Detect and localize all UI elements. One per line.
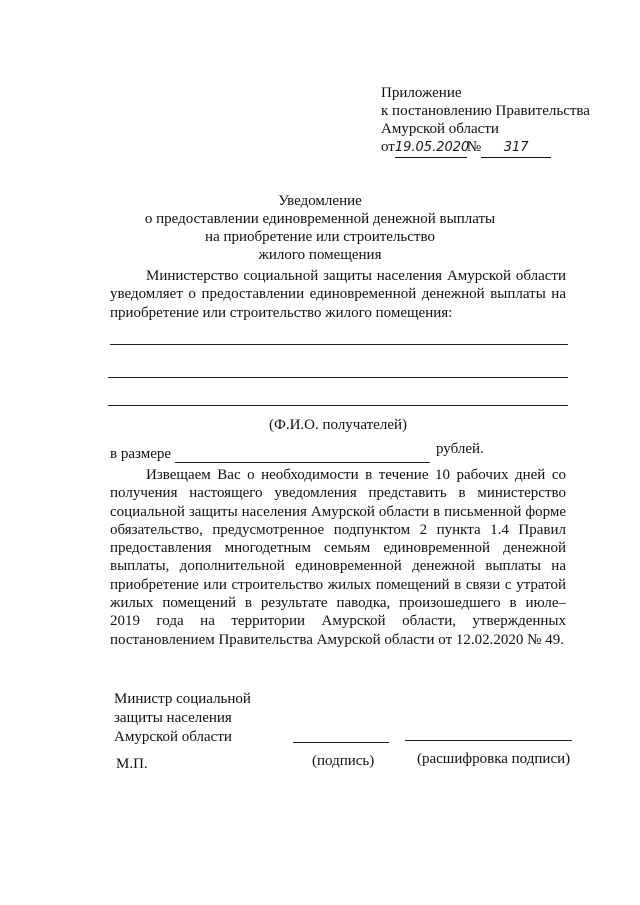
title-line-1: Уведомление — [278, 193, 362, 209]
signatory-line-1: Министр социальной — [114, 691, 251, 707]
stamp-place-label: М.П. — [116, 756, 148, 772]
recipients-blank-line-2 — [108, 377, 568, 378]
notice-line: обязательство, предусмотренное подпунктом 2 пункта 1.4 Правил — [110, 521, 566, 538]
notice-line: получения настоящего уведомления представить в министерство — [110, 485, 566, 502]
notice-line: предоставления многодетным семьям единовременной денежной — [110, 540, 566, 557]
notice-line: социальной защиты населения Амурской области в письменной форме — [110, 503, 566, 520]
notice-line: Извещаем Вас о необходимости в течение 10 рабочих дней со — [146, 467, 566, 483]
signature-decode-blank-line — [405, 740, 572, 741]
notice-line: жилых помещений в результате паводка, произошедшего в июле– — [110, 595, 566, 612]
recipients-caption: (Ф.И.О. получателей) — [268, 417, 408, 433]
title-line-3: на приобретение или строительство — [205, 229, 435, 245]
date-prefix: от — [381, 139, 395, 155]
signature-caption: (подпись) — [312, 753, 375, 769]
appendix-label: Приложение — [381, 85, 462, 101]
title-line-2: о предоставлении единовременной денежной выплаты — [144, 211, 496, 227]
appendix-header — [381, 84, 590, 156]
notice-line: постановлением Правительства Амурской области от 12.02.2020 № 49. — [110, 631, 564, 648]
signatory-line-3: Амурской области — [114, 729, 232, 745]
signatory-title — [114, 690, 251, 747]
signatory-line-2: защиты населения — [114, 710, 232, 726]
signature-blank-line — [293, 742, 389, 743]
handwritten-date: 19.05.2020 — [395, 139, 467, 158]
recipients-blank-line-3 — [108, 405, 568, 406]
document-title — [0, 192, 640, 264]
amount-prefix: в размере — [110, 446, 172, 462]
title-line-4: жилого помещения — [258, 247, 382, 263]
notice-paragraph — [110, 466, 566, 649]
number-sign: № — [466, 139, 482, 155]
appendix-date-number — [381, 138, 590, 156]
notice-line: приобретение или строительство жилых помещений в связи с утратой — [110, 576, 566, 593]
amount-blank-line — [175, 462, 430, 463]
recipients-blank-line-1 — [110, 344, 568, 345]
intro-paragraph — [110, 267, 566, 322]
intro-line-2: уведомляет о предоставлении единовременной денежной выплаты на — [110, 286, 566, 303]
notice-line: 2019 года на территории Амурской области, утвержденных — [110, 613, 566, 630]
notice-line: выплаты, дополнительной единовременной денежной выплаты на — [110, 558, 566, 575]
appendix-region: Амурской области — [381, 121, 499, 137]
appendix-resolution: к постановлению Правительства — [381, 103, 590, 119]
handwritten-number: 317 — [481, 139, 551, 158]
signature-decode-caption: (расшифровка подписи) — [417, 751, 571, 767]
intro-line-1: Министерство социальной защиты населения Амурской области — [146, 268, 566, 284]
intro-line-3: приобретение или строительство жилого помещения: — [110, 304, 453, 321]
amount-suffix: рублей. — [436, 441, 484, 457]
